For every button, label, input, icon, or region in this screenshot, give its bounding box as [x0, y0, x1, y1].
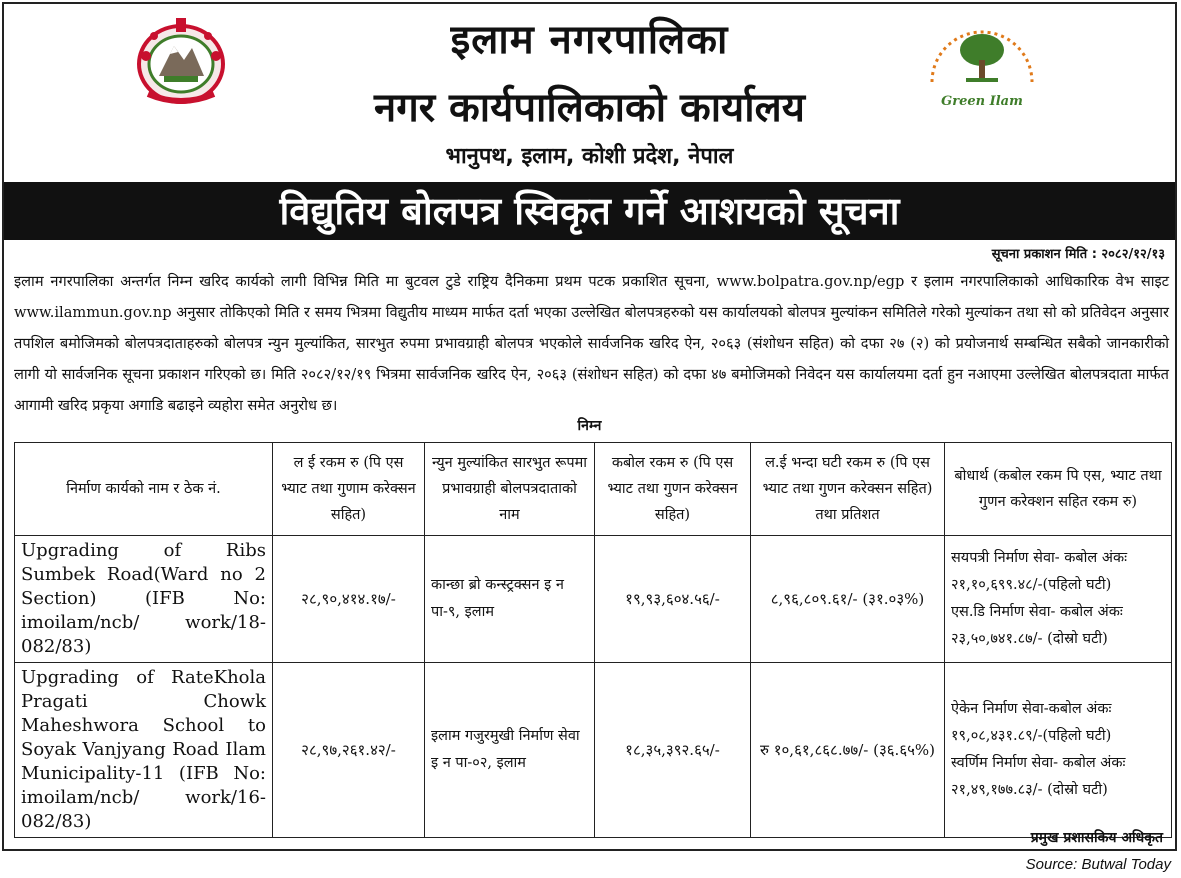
remark-line: २३,५०,७४१.८७/- (दोस्रो घटी) [951, 631, 1108, 647]
table-caption: निम्न [577, 418, 602, 434]
below-estimate: ८,९६,८०९.६१/- (३१.०३%) [751, 536, 945, 663]
estimate-amount: २८,९७,२६१.४२/- [273, 663, 425, 838]
work-name: Upgrading of Ribs Sumbek Road(Ward no 2 Section) (IFB No: imoilam/ncb/ work/18-082/83) [15, 536, 273, 663]
header [4, 4, 1175, 182]
remark-line: स्वर्णिम निर्माण सेवा- कबोल अंकः [951, 755, 1126, 771]
notice-body: इलाम नगरपालिका अन्तर्गत निम्न खरिद कार्यको लागी विभिन्न मिति मा बुटवल टुडे राष्ट्रिय दैनिकमा प्रथम पटक प्रकाशित सूचना, www.bolpatra.gov.np/egp र इलाम नगरपालिकाको आधिकारिक वेभ साइट www.ilammun.gov.np अनुसार तोकिएको मिति र समय भित्रमा विद्युतीय माध्यम मार्फत दर्ता भएका उल्लेखित बोलपत्रहरुको यस कार्यालयको बोलपत्र मुल्यांकन समितिले गरेको मुल्यांकन तथा सो को प्रतिवेदन अनुसार तपशिल बमोजिमको बोलपत्रदाताहरुको बोलपत्र न्युन मुल्यांकित, सारभुत रुपमा प्रभावग्राही बोलपत्र भएकोले सार्वजनिक खरिद ऐन, २०६३ (संशोधन सहित) को दफा २७ (२) को प्रयोजनार्थ सम्बन्धित सबैको जानकारीको लागी यो सार्वजनिक सूचना प्रकाशन गरिएको छ। मिति २०८२/१२/१९ भित्रमा सार्वजनिक खरिद ऐन, २०६३ (संशोधन सहित) को दफा ४७ बमोजिमको निवेदन यस कार्यालयमा दर्ता हुन नआएमा उल्लेखित बोलपत्रदाता मार्फत आगामी खरिद प्रकृया अगाडि बढाइने व्यहोरा समेत अनुरोध छ। [14, 273, 1169, 414]
notice-frame [2, 2, 1177, 851]
remarks [945, 536, 1172, 663]
source-credit: Source: Butwal Today [1025, 856, 1171, 873]
remark-line: एस.डि निर्माण सेवा- कबोल अंकः [951, 604, 1123, 620]
header-below-estimate: ल.ई भन्दा घटी रकम रु (पि एस भ्याट तथा गुणन करेक्सन सहित) तथा प्रतिशत [751, 443, 945, 536]
office-title: इलाम नगरपालिका [450, 17, 729, 63]
bid-amount: १९,९३,६०४.५६/- [595, 536, 751, 663]
estimate-amount: २८,९०,४१४.१७/- [273, 536, 425, 663]
green-ilam-logo [926, 20, 1038, 109]
table-row [15, 663, 1172, 838]
remark-line: २१,१०,६९९.४८/-(पहिलो घटी) [951, 577, 1112, 593]
bid-table [14, 442, 1172, 838]
header-work-name: निर्माण कार्यको नाम र ठेक नं. [15, 443, 273, 536]
notice-banner: विद्युतिय बोलपत्र स्विकृत गर्ने आशयको सूचना [4, 182, 1175, 240]
publication-date: सूचना प्रकाशन मिति : २०८२/१२/१३ [991, 247, 1165, 262]
table-row [15, 536, 1172, 663]
bid-amount: १८,३५,३९२.६५/- [595, 663, 751, 838]
signatory-title: प्रमुख प्रशासकिय अधिकृत [1030, 830, 1163, 846]
remarks [945, 663, 1172, 838]
bidder-name: कान्छा ब्रो कन्स्ट्रक्सन इ न पा-९, इलाम [425, 536, 595, 663]
remark-line: १९,०८,४३१.८९/-(पहिलो घटी) [951, 728, 1112, 744]
header-bidder: न्युन मुल्यांकित सारभुत रूपमा प्रभावग्राही बोलपत्रदाताको नाम [425, 443, 595, 536]
green-ilam-text: Green Ilam [941, 94, 1023, 109]
below-estimate: रु १०,६१,८६८.७७/- (३६.६५%) [751, 663, 945, 838]
work-name: Upgrading of RateKhola Pragati Chowk Maheshwora School to Soyak Vanjyang Road Ilam Municipality-11 (IFB No: imoilam/ncb/ work/16-082/83) [15, 663, 273, 838]
remark-line: २१,४९,१७७.८३/- (दोस्रो घटी) [951, 782, 1108, 798]
office-address: भानुपथ, इलाम, कोशी प्रदेश, नेपाल [445, 144, 734, 169]
header-estimate: ल ई रकम रु (पि एस भ्याट तथा गुणाम करेक्सन सहित) [273, 443, 425, 536]
remark-line: सयपत्री निर्माण सेवा- कबोल अंकः [951, 550, 1128, 566]
remark-line: ऐकेन निर्माण सेवा-कबोल अंकः [951, 701, 1112, 717]
table-header-row [15, 443, 1172, 536]
tree-sun-icon [926, 20, 1038, 90]
header-bid-amount: कबोल रकम रु (पि एस भ्याट तथा गुणन करेक्सन सहित) [595, 443, 751, 536]
header-remarks: बोधार्थ (कबोल रकम पि एस, भ्याट तथा गुणन करेक्शन सहित रकम रु) [945, 443, 1172, 536]
office-subtitle: नगर कार्यपालिकाको कार्यालय [374, 85, 805, 131]
bidder-name: इलाम गजुरमुखी निर्माण सेवा इ न पा-०२, इलाम [425, 663, 595, 838]
